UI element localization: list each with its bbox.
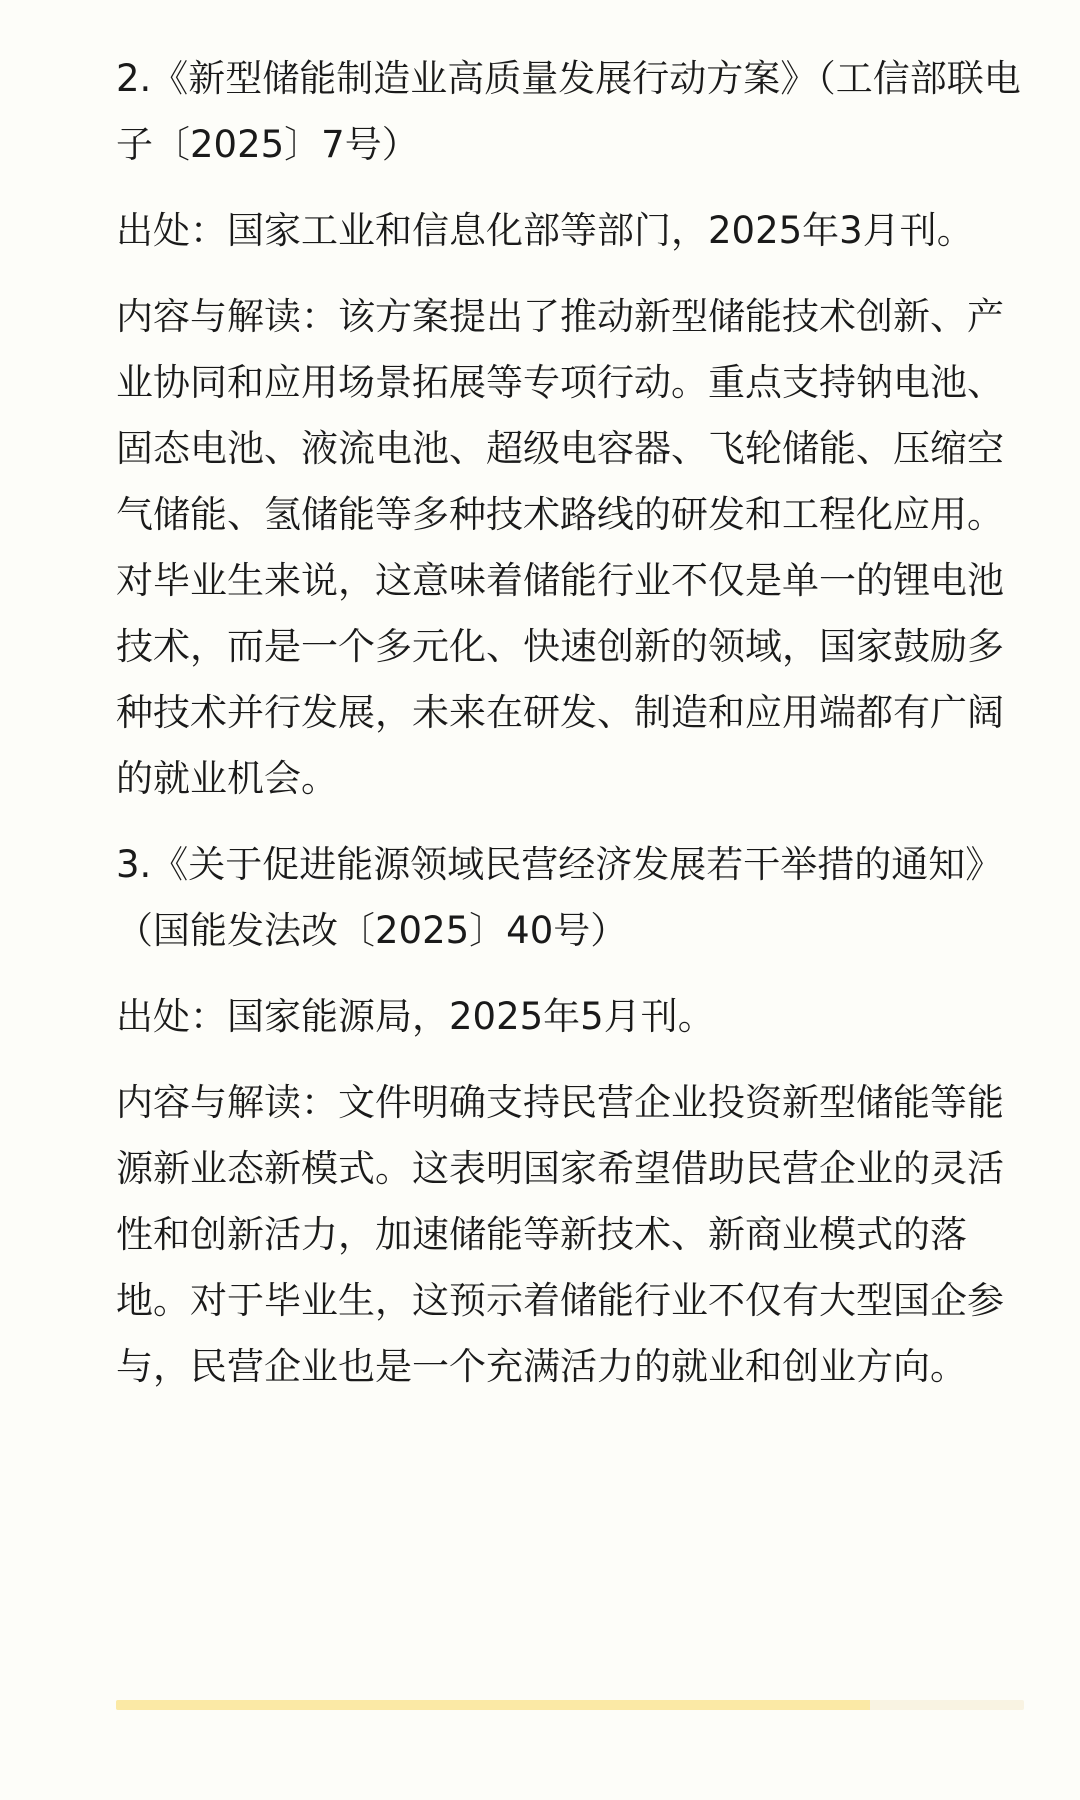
reading-progress-fill: [116, 1700, 870, 1710]
policy-title: 2.《新型储能制造业高质量发展行动方案》（工信部联电子〔2025〕7号）: [116, 57, 1021, 166]
policy-title: 3.《关于促进能源领域民营经济发展若干举措的通知》（国能发法改〔2025〕40号）: [116, 843, 1003, 952]
policy-interpretation: 内容与解读：该方案提出了推动新型储能技术创新、产业协同和应用场景拓展等专项行动。重点支持钠电池、固态电池、液流电池、超级电容器、飞轮储能、压缩空气储能、氢储能等多种技术路线的研发和工程化应用。对毕业生来说，这意味着储能行业不仅是单一的锂电池技术，而是一个多元化、快速创新的领域，国家鼓励多种技术并行发展，未来在研发、制造和应用端都有广阔的就业机会。: [116, 295, 1004, 800]
policy-interpretation: 内容与解读：文件明确支持民营企业投资新型储能等能源新业态新模式。这表明国家希望借助民营企业的灵活性和创新活力，加速储能等新技术、新商业模式的落地。对于毕业生，这预示着储能行业不仅有大型国企参与，民营企业也是一个充满活力的就业和创业方向。: [116, 1081, 1004, 1388]
policy-source: 出处：国家能源局，2025年5月刊。: [116, 995, 715, 1038]
policy-section-3: [116, 832, 1024, 1400]
policy-source: 出处：国家工业和信息化部等部门，2025年3月刊。: [116, 209, 974, 252]
article-body: [116, 46, 1024, 1420]
reading-progress-bar: [116, 1700, 1024, 1710]
policy-section-2: [116, 46, 1024, 812]
